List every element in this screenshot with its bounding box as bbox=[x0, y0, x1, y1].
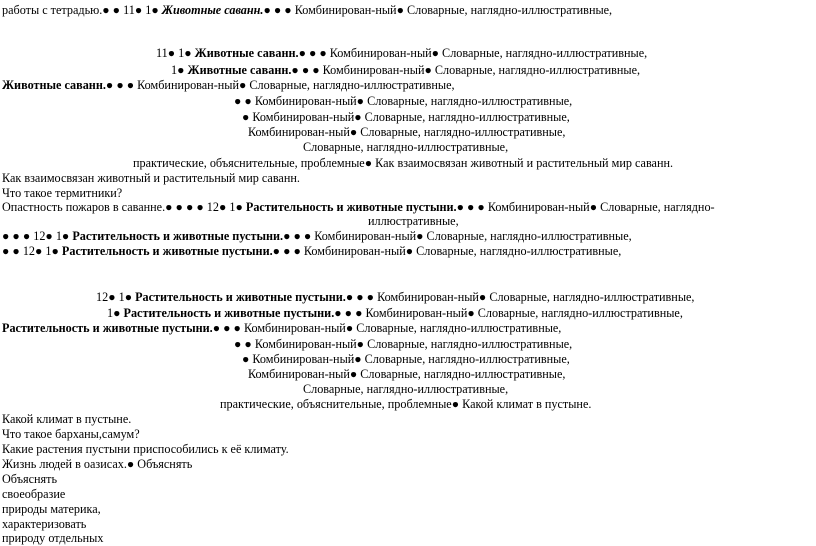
lesson-title: Растительность и животные пустыни. bbox=[2, 321, 213, 335]
text-line: 12● 1● Растительность и животные пустыни.● ● ● Комбинирован-ный● Словарные, наглядно-иллюстративные, bbox=[96, 290, 695, 304]
text-line: своеобразие bbox=[2, 487, 66, 501]
lesson-title: Растительность и животные пустыни. bbox=[61, 244, 273, 258]
text-line: Растительность и животные пустыни.● ● ● Комбинирован-ный● Словарные, наглядно-иллюстративные, bbox=[2, 321, 562, 335]
lesson-title: Животные саванн. bbox=[194, 46, 299, 60]
text-line: Что такое термитники? bbox=[2, 186, 123, 200]
lesson-title: Растительность и животные пустыни. bbox=[72, 229, 284, 243]
text-line: Словарные, наглядно-иллюстративные, bbox=[303, 382, 509, 396]
text-line: Какой климат в пустыне. bbox=[2, 412, 132, 426]
text-line: Комбинирован-ный● Словарные, наглядно-иллюстративные, bbox=[248, 367, 566, 381]
text-line: Жизнь людей в оазисах.● Объяснять bbox=[2, 457, 193, 471]
text-line: 1● Растительность и животные пустыни.● ● ● Комбинирован-ный● Словарные, наглядно-иллюстративные, bbox=[107, 306, 683, 320]
lesson-title: Растительность и животные пустыни. bbox=[123, 306, 335, 320]
text-line: Животные саванн.● ● ● Комбинирован-ный● Словарные, наглядно-иллюстративные, bbox=[2, 78, 455, 92]
text-line: Как взаимосвязан животный и растительный мир саванн. bbox=[2, 171, 300, 185]
text-line: природы материка, bbox=[2, 502, 101, 516]
lesson-title: Растительность и животные пустыни. bbox=[135, 290, 346, 304]
text-line: иллюстративные, bbox=[368, 214, 459, 228]
text-line: характеризовать bbox=[2, 517, 87, 531]
text-line: ● ● Комбинирован-ный● Словарные, наглядно-иллюстративные, bbox=[234, 337, 573, 351]
text-line: 11● 1● Животные саванн.● ● ● Комбинирован-ный● Словарные, наглядно-иллюстративные, bbox=[156, 46, 648, 60]
text-line: Комбинирован-ный● Словарные, наглядно-иллюстративные, bbox=[248, 125, 566, 139]
text-line: 1● Животные саванн.● ● ● Комбинирован-ный● Словарные, наглядно-иллюстративные, bbox=[171, 63, 641, 77]
text-line: Что такое барханы,самум? bbox=[2, 427, 140, 441]
text-line: Какие растения пустыни приспособились к её климату. bbox=[2, 442, 289, 456]
text-line: ● Комбинирован-ный● Словарные, наглядно-иллюстративные, bbox=[242, 110, 570, 124]
text-line: практические, объяснительные, проблемные● Как взаимосвязан животный и растительный мир саванн. bbox=[133, 156, 674, 170]
text-line: Объяснять bbox=[2, 472, 58, 486]
lesson-title: Животные саванн. bbox=[2, 78, 106, 92]
text-line: Опастность пожаров в саванне.● ● ● ● 12● 1● Растительность и животные пустыни.● ● ● Комбинирован-ный● Словарные, наглядно- bbox=[2, 200, 715, 214]
text-line: природу отдельных bbox=[2, 531, 104, 545]
text-line: работы с тетрадью.● ● 11● 1● Животные саванн.● ● ● Комбинирован-ный● Словарные, наглядно-иллюстративные, bbox=[2, 3, 613, 17]
lesson-title: Растительность и животные пустыни. bbox=[245, 200, 457, 214]
text-line: практические, объяснительные, проблемные● Какой климат в пустыне. bbox=[220, 397, 592, 411]
text-line: Словарные, наглядно-иллюстративные, bbox=[303, 140, 509, 154]
text-line: ● Комбинирован-ный● Словарные, наглядно-иллюстративные, bbox=[242, 352, 570, 366]
text-line: ● ● Комбинирован-ный● Словарные, наглядно-иллюстративные, bbox=[234, 94, 573, 108]
lesson-title: Животные саванн. bbox=[187, 63, 292, 77]
text-line: ● ● 12● 1● Растительность и животные пустыни.● ● ● Комбинирован-ный● Словарные, наглядно-иллюстративные, bbox=[2, 244, 622, 258]
lesson-title: Животные саванн. bbox=[161, 3, 264, 17]
text-line: ● ● ● 12● 1● Растительность и животные пустыни.● ● ● Комбинирован-ный● Словарные, наглядно-иллюстративные, bbox=[2, 229, 632, 243]
